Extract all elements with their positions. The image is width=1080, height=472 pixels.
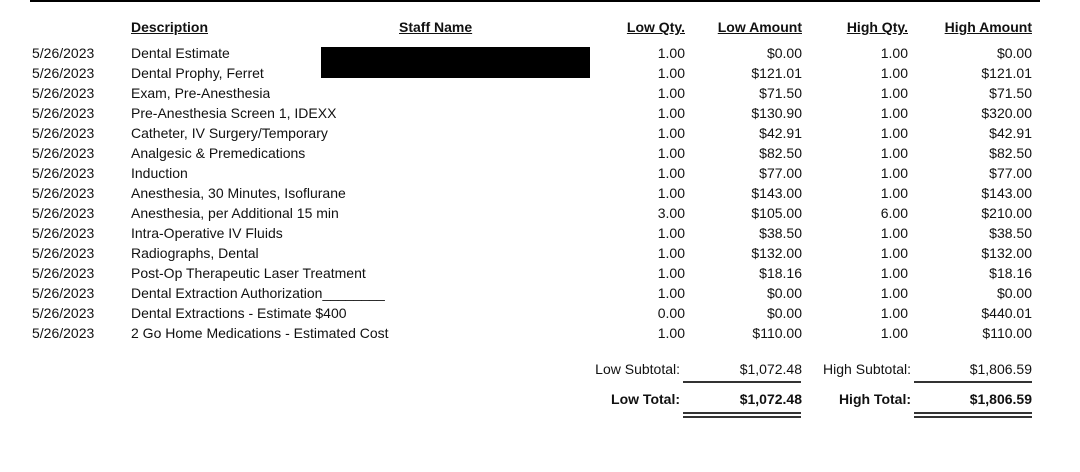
low-qty-cell: 1.00 — [657, 265, 685, 281]
high-qty-cell: 1.00 — [880, 165, 908, 181]
high-amount-cell: $42.91 — [989, 125, 1032, 141]
low-amount-cell: $105.00 — [751, 205, 802, 221]
header-low-amount: Low Amount — [717, 19, 802, 35]
table-row — [0, 143, 1080, 163]
description-cell: Anesthesia, 30 Minutes, Isoflurane — [131, 185, 346, 201]
date-cell: 5/26/2023 — [32, 185, 95, 201]
table-row — [0, 83, 1080, 103]
low-total-label: Low Total: — [611, 391, 680, 407]
high-qty-cell: 1.00 — [880, 265, 908, 281]
redacted-staff-name — [321, 47, 590, 78]
low-qty-cell: 1.00 — [657, 185, 685, 201]
date-cell: 5/26/2023 — [32, 105, 95, 121]
header-description: Description — [131, 19, 209, 35]
description-cell: 2 Go Home Medications - Estimated Cost — [131, 325, 389, 341]
date-cell: 5/26/2023 — [32, 305, 95, 321]
date-cell: 5/26/2023 — [32, 145, 95, 161]
high-qty-cell: 1.00 — [880, 45, 908, 61]
high-amount-cell: $210.00 — [981, 205, 1032, 221]
high-amount-cell: $143.00 — [981, 185, 1032, 201]
low-amount-cell: $110.00 — [752, 325, 802, 341]
high-subtotal-rule — [914, 381, 1032, 383]
high-qty-cell: 1.00 — [880, 325, 908, 341]
high-qty-cell: 1.00 — [880, 125, 908, 141]
date-cell: 5/26/2023 — [32, 325, 95, 341]
low-subtotal-value: $1,072.48 — [739, 361, 802, 377]
low-amount-cell: $143.00 — [751, 185, 802, 201]
high-amount-cell: $18.16 — [989, 265, 1032, 281]
high-qty-cell: 1.00 — [880, 305, 908, 321]
date-cell: 5/26/2023 — [32, 65, 95, 81]
table-row — [0, 323, 1080, 343]
low-amount-cell: $77.00 — [759, 165, 802, 181]
description-cell: Intra-Operative IV Fluids — [131, 225, 283, 241]
high-total-label: High Total: — [838, 391, 911, 407]
low-amount-cell: $0.00 — [766, 305, 802, 321]
description-cell: Exam, Pre-Anesthesia — [131, 85, 271, 101]
date-cell: 5/26/2023 — [32, 285, 95, 301]
high-total-value: $1,806.59 — [969, 391, 1032, 407]
low-qty-cell: 3.00 — [657, 205, 685, 221]
table-row — [0, 103, 1080, 123]
high-qty-cell: 1.00 — [880, 185, 908, 201]
high-subtotal-label: High Subtotal: — [823, 361, 911, 377]
high-qty-cell: 1.00 — [880, 145, 908, 161]
date-cell: 5/26/2023 — [32, 85, 95, 101]
header-low-qty: Low Qty. — [626, 19, 685, 35]
description-cell: Dental Extractions - Estimate $400 — [131, 305, 347, 321]
high-amount-cell: $0.00 — [996, 285, 1032, 301]
description-cell: Dental Estimate — [131, 45, 230, 61]
low-amount-cell: $71.50 — [759, 85, 802, 101]
low-qty-cell: 1.00 — [657, 325, 685, 341]
low-amount-cell: $38.50 — [759, 225, 802, 241]
high-qty-cell: 1.00 — [880, 285, 908, 301]
low-amount-cell: $82.50 — [759, 145, 802, 161]
low-qty-cell: 1.00 — [657, 245, 685, 261]
description-cell: Induction — [131, 165, 188, 181]
low-qty-cell: 0.00 — [657, 305, 685, 321]
high-subtotal-value: $1,806.59 — [969, 361, 1032, 377]
table-row — [0, 283, 1080, 303]
description-cell: Anesthesia, per Additional 15 min — [131, 205, 339, 221]
high-amount-cell: $71.50 — [989, 85, 1032, 101]
date-cell: 5/26/2023 — [32, 225, 95, 241]
low-qty-cell: 1.00 — [657, 45, 685, 61]
low-amount-cell: $121.01 — [751, 65, 802, 81]
high-amount-cell: $440.01 — [981, 305, 1032, 321]
low-qty-cell: 1.00 — [657, 105, 685, 121]
low-qty-cell: 1.00 — [657, 125, 685, 141]
date-cell: 5/26/2023 — [32, 245, 95, 261]
high-amount-cell: $110.00 — [982, 325, 1032, 341]
table-row — [0, 203, 1080, 223]
description-cell: Dental Prophy, Ferret — [131, 65, 264, 81]
table-row — [0, 303, 1080, 323]
high-amount-cell: $132.00 — [981, 245, 1032, 261]
high-qty-cell: 1.00 — [880, 85, 908, 101]
low-subtotal-rule — [683, 381, 801, 383]
low-amount-cell: $0.00 — [766, 45, 802, 61]
high-amount-cell: $82.50 — [989, 145, 1032, 161]
low-qty-cell: 1.00 — [657, 225, 685, 241]
low-amount-cell: $132.00 — [751, 245, 802, 261]
table-row — [0, 183, 1080, 203]
low-amount-cell: $18.16 — [759, 265, 802, 281]
high-amount-cell: $121.01 — [981, 65, 1032, 81]
description-cell: Radiographs, Dental — [131, 245, 259, 261]
low-total-double-rule-top — [683, 412, 801, 414]
table-row — [0, 263, 1080, 283]
header-high-amount: High Amount — [944, 19, 1032, 35]
high-amount-cell: $38.50 — [989, 225, 1032, 241]
high-qty-cell: 1.00 — [880, 245, 908, 261]
low-qty-cell: 1.00 — [657, 145, 685, 161]
low-amount-cell: $130.90 — [751, 105, 802, 121]
high-qty-cell: 1.00 — [880, 225, 908, 241]
description-cell: Post-Op Therapeutic Laser Treatment — [131, 265, 366, 281]
header-high-qty: High Qty. — [846, 19, 908, 35]
date-cell: 5/26/2023 — [32, 165, 95, 181]
low-qty-cell: 1.00 — [657, 285, 685, 301]
table-row — [0, 163, 1080, 183]
high-amount-cell: $0.00 — [996, 45, 1032, 61]
description-cell: Analgesic & Premedications — [131, 145, 306, 161]
low-qty-cell: 1.00 — [657, 65, 685, 81]
low-qty-cell: 1.00 — [657, 85, 685, 101]
description-cell: Catheter, IV Surgery/Temporary — [131, 125, 328, 141]
high-qty-cell: 1.00 — [880, 65, 908, 81]
date-cell: 5/26/2023 — [32, 205, 95, 221]
top-rule — [30, 0, 1040, 2]
table-row — [0, 223, 1080, 243]
low-qty-cell: 1.00 — [657, 165, 685, 181]
high-qty-cell: 6.00 — [880, 205, 908, 221]
high-amount-cell: $320.00 — [981, 105, 1032, 121]
description-cell: Pre-Anesthesia Screen 1, IDEXX — [131, 105, 337, 121]
high-amount-cell: $77.00 — [989, 165, 1032, 181]
low-amount-cell: $0.00 — [766, 285, 802, 301]
date-cell: 5/26/2023 — [32, 265, 95, 281]
date-cell: 5/26/2023 — [32, 125, 95, 141]
table-row — [0, 123, 1080, 143]
table-row — [0, 243, 1080, 263]
low-subtotal-label: Low Subtotal: — [595, 361, 680, 377]
header-staff-name: Staff Name — [399, 19, 473, 35]
low-total-double-rule-bottom — [683, 416, 801, 418]
high-total-double-rule-top — [914, 412, 1032, 414]
high-total-double-rule-bottom — [914, 416, 1032, 418]
date-cell: 5/26/2023 — [32, 45, 95, 61]
high-qty-cell: 1.00 — [880, 105, 908, 121]
low-amount-cell: $42.91 — [759, 125, 802, 141]
low-total-value: $1,072.48 — [739, 391, 802, 407]
description-cell: Dental Extraction Authorization________ — [131, 285, 385, 301]
